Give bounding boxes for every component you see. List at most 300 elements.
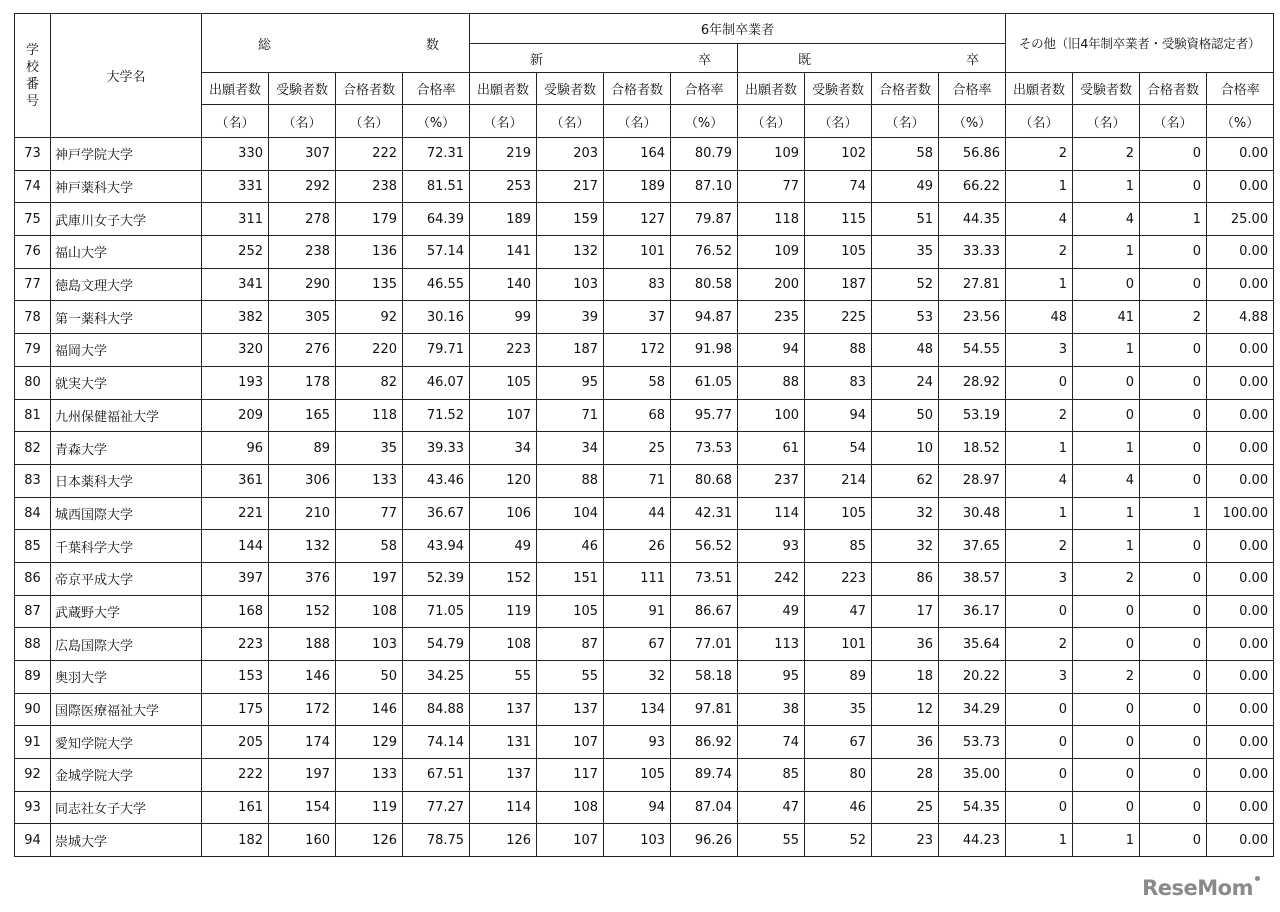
value-cell: 76.52 (671, 236, 738, 269)
value-cell: 94 (738, 334, 805, 367)
value-cell: 4 (1006, 203, 1073, 236)
university-name-label: 大学名 (106, 70, 146, 85)
value-cell: 58.18 (671, 661, 738, 694)
header-total (202, 14, 470, 73)
value-cell: 86.67 (671, 595, 738, 628)
school-number-cell: 92 (15, 759, 51, 792)
value-cell: 4 (1073, 464, 1140, 497)
value-cell: 46 (805, 791, 872, 824)
value-cell: 80.68 (671, 464, 738, 497)
value-cell: 83 (604, 268, 671, 301)
value-cell: 1 (1073, 334, 1140, 367)
value-cell: 83 (805, 366, 872, 399)
value-cell: 101 (805, 628, 872, 661)
resemom-watermark-logo (1142, 876, 1260, 900)
value-cell: 0 (1006, 726, 1073, 759)
value-cell: 111 (604, 562, 671, 595)
value-cell: 0.00 (1207, 464, 1274, 497)
value-cell: 54.35 (939, 791, 1006, 824)
value-cell: 61 (738, 432, 805, 465)
value-cell: 89.74 (671, 759, 738, 792)
value-cell: 44.23 (939, 824, 1006, 857)
value-cell: 85 (805, 530, 872, 563)
value-cell: 221 (202, 497, 269, 530)
value-cell: 146 (336, 693, 403, 726)
value-cell: 200 (738, 268, 805, 301)
value-cell: 219 (470, 138, 537, 171)
column-unit: （名） (336, 105, 403, 138)
value-cell: 95 (537, 366, 604, 399)
value-cell: 164 (604, 138, 671, 171)
value-cell: 132 (269, 530, 336, 563)
value-cell: 120 (470, 464, 537, 497)
value-cell: 37 (604, 301, 671, 334)
table-row (15, 530, 1274, 563)
table-body (15, 138, 1274, 857)
value-cell: 0 (1073, 268, 1140, 301)
university-name-cell: 福山大学 (51, 236, 202, 269)
value-cell: 114 (738, 497, 805, 530)
university-name-cell: 徳島文理大学 (51, 268, 202, 301)
value-cell: 35.64 (939, 628, 1006, 661)
value-cell: 305 (269, 301, 336, 334)
value-cell: 238 (269, 236, 336, 269)
value-cell: 331 (202, 170, 269, 203)
value-cell: 0.00 (1207, 661, 1274, 694)
table-row (15, 562, 1274, 595)
value-cell: 188 (269, 628, 336, 661)
value-cell: 154 (269, 791, 336, 824)
value-cell: 51 (872, 203, 939, 236)
column-header: 合格者数 (604, 73, 671, 105)
value-cell: 93 (604, 726, 671, 759)
total-label-2: 数 (426, 37, 440, 53)
column-unit: （名） (604, 105, 671, 138)
value-cell: 108 (336, 595, 403, 628)
value-cell: 0.00 (1207, 432, 1274, 465)
school-number-cell: 85 (15, 530, 51, 563)
value-cell: 214 (805, 464, 872, 497)
value-cell: 25 (872, 791, 939, 824)
value-cell: 205 (202, 726, 269, 759)
value-cell: 24 (872, 366, 939, 399)
value-cell: 0 (1073, 366, 1140, 399)
value-cell: 0.00 (1207, 268, 1274, 301)
value-cell: 118 (336, 399, 403, 432)
value-cell: 35 (872, 236, 939, 269)
value-cell: 1 (1073, 170, 1140, 203)
value-cell: 0 (1140, 595, 1207, 628)
column-header: 合格率 (1207, 73, 1274, 105)
value-cell: 175 (202, 693, 269, 726)
value-cell: 80.58 (671, 268, 738, 301)
value-cell: 52.39 (403, 562, 470, 595)
value-cell: 58 (336, 530, 403, 563)
value-cell: 0.00 (1207, 236, 1274, 269)
university-name-cell: 奥羽大学 (51, 661, 202, 694)
table-row (15, 399, 1274, 432)
value-cell: 55 (537, 661, 604, 694)
column-header: 受験者数 (1073, 73, 1140, 105)
value-cell: 117 (537, 759, 604, 792)
value-cell: 189 (604, 170, 671, 203)
column-unit: （%） (1207, 105, 1274, 138)
value-cell: 0 (1073, 759, 1140, 792)
value-cell: 100.00 (1207, 497, 1274, 530)
value-cell: 0 (1006, 759, 1073, 792)
university-name-cell: 金城学院大学 (51, 759, 202, 792)
value-cell: 17 (872, 595, 939, 628)
value-cell: 94 (604, 791, 671, 824)
value-cell: 82 (336, 366, 403, 399)
value-cell: 46 (537, 530, 604, 563)
value-cell: 0 (1140, 824, 1207, 857)
value-cell: 165 (269, 399, 336, 432)
header-other (1006, 14, 1274, 73)
value-cell: 133 (336, 759, 403, 792)
prev-grad-label-2: 卒 (966, 52, 980, 68)
school-number-cell: 87 (15, 595, 51, 628)
value-cell: 2 (1006, 138, 1073, 171)
value-cell: 55 (470, 661, 537, 694)
header-prev-grad (738, 44, 1006, 73)
new-grad-label-1: 新 (530, 52, 544, 68)
value-cell: 28 (872, 759, 939, 792)
value-cell: 49 (872, 170, 939, 203)
column-header: 合格率 (671, 73, 738, 105)
value-cell: 91 (604, 595, 671, 628)
value-cell: 252 (202, 236, 269, 269)
total-label-1: 総 (258, 37, 272, 53)
column-header: 合格率 (403, 73, 470, 105)
value-cell: 87 (537, 628, 604, 661)
value-cell: 1 (1140, 203, 1207, 236)
value-cell: 129 (336, 726, 403, 759)
value-cell: 36.67 (403, 497, 470, 530)
university-name-cell: 神戸学院大学 (51, 138, 202, 171)
university-name-cell: 城西国際大学 (51, 497, 202, 530)
value-cell: 18.52 (939, 432, 1006, 465)
value-cell: 23 (872, 824, 939, 857)
value-cell: 109 (738, 138, 805, 171)
value-cell: 4 (1006, 464, 1073, 497)
value-cell: 47 (805, 595, 872, 628)
value-cell: 48 (872, 334, 939, 367)
value-cell: 153 (202, 661, 269, 694)
value-cell: 376 (269, 562, 336, 595)
value-cell: 100 (738, 399, 805, 432)
value-cell: 127 (604, 203, 671, 236)
value-cell: 49 (738, 595, 805, 628)
value-cell: 115 (805, 203, 872, 236)
value-cell: 136 (336, 236, 403, 269)
value-cell: 1 (1006, 824, 1073, 857)
value-cell: 361 (202, 464, 269, 497)
column-unit: （名） (202, 105, 269, 138)
value-cell: 107 (537, 824, 604, 857)
value-cell: 42.31 (671, 497, 738, 530)
column-unit: （名） (738, 105, 805, 138)
value-cell: 3 (1006, 562, 1073, 595)
value-cell: 1 (1073, 530, 1140, 563)
table-row (15, 170, 1274, 203)
value-cell: 2 (1073, 138, 1140, 171)
value-cell: 66.22 (939, 170, 1006, 203)
table-row (15, 661, 1274, 694)
value-cell: 0.00 (1207, 759, 1274, 792)
value-cell: 161 (202, 791, 269, 824)
value-cell: 341 (202, 268, 269, 301)
value-cell: 30.16 (403, 301, 470, 334)
university-name-cell: 武庫川女子大学 (51, 203, 202, 236)
value-cell: 2 (1073, 562, 1140, 595)
table-row (15, 268, 1274, 301)
value-cell: 0.00 (1207, 366, 1274, 399)
value-cell: 43.94 (403, 530, 470, 563)
value-cell: 89 (269, 432, 336, 465)
value-cell: 210 (269, 497, 336, 530)
value-cell: 71 (604, 464, 671, 497)
value-cell: 67 (604, 628, 671, 661)
university-name-cell: 帝京平成大学 (51, 562, 202, 595)
value-cell: 397 (202, 562, 269, 595)
value-cell: 0 (1140, 432, 1207, 465)
value-cell: 23.56 (939, 301, 1006, 334)
column-header: 受験者数 (269, 73, 336, 105)
school-number-cell: 82 (15, 432, 51, 465)
value-cell: 46.07 (403, 366, 470, 399)
value-cell: 311 (202, 203, 269, 236)
other-label: その他（旧4年制卒業者・受験資格認定者） (1018, 36, 1261, 51)
value-cell: 107 (537, 726, 604, 759)
value-cell: 126 (470, 824, 537, 857)
value-cell: 222 (336, 138, 403, 171)
value-cell: 74 (805, 170, 872, 203)
value-cell: 225 (805, 301, 872, 334)
value-cell: 34.29 (939, 693, 1006, 726)
university-name-cell: 広島国際大学 (51, 628, 202, 661)
column-header: 合格者数 (1140, 73, 1207, 105)
column-unit: （名） (1006, 105, 1073, 138)
school-no-label: 学校番号 (25, 42, 39, 109)
value-cell: 108 (470, 628, 537, 661)
value-cell: 0 (1073, 595, 1140, 628)
value-cell: 71 (537, 399, 604, 432)
value-cell: 132 (537, 236, 604, 269)
value-cell: 54.55 (939, 334, 1006, 367)
value-cell: 223 (805, 562, 872, 595)
value-cell: 0 (1006, 366, 1073, 399)
header-six-year (470, 14, 1006, 44)
university-name-cell: 千葉科学大学 (51, 530, 202, 563)
university-name-cell: 愛知学院大学 (51, 726, 202, 759)
value-cell: 62 (872, 464, 939, 497)
column-unit: （名） (269, 105, 336, 138)
table-row (15, 824, 1274, 857)
value-cell: 0 (1140, 726, 1207, 759)
value-cell: 172 (604, 334, 671, 367)
column-header: 受験者数 (537, 73, 604, 105)
value-cell: 54 (805, 432, 872, 465)
value-cell: 105 (604, 759, 671, 792)
value-cell: 0.00 (1207, 628, 1274, 661)
value-cell: 144 (202, 530, 269, 563)
value-cell: 0 (1140, 661, 1207, 694)
value-cell: 47 (738, 791, 805, 824)
school-number-cell: 77 (15, 268, 51, 301)
value-cell: 0 (1140, 562, 1207, 595)
value-cell: 84.88 (403, 693, 470, 726)
value-cell: 44.35 (939, 203, 1006, 236)
value-cell: 0.00 (1207, 399, 1274, 432)
value-cell: 235 (738, 301, 805, 334)
value-cell: 160 (269, 824, 336, 857)
value-cell: 39.33 (403, 432, 470, 465)
value-cell: 58 (872, 138, 939, 171)
value-cell: 106 (470, 497, 537, 530)
value-cell: 86.92 (671, 726, 738, 759)
header-school-no (15, 14, 51, 138)
value-cell: 179 (336, 203, 403, 236)
value-cell: 73.51 (671, 562, 738, 595)
value-cell: 2 (1006, 399, 1073, 432)
school-number-cell: 93 (15, 791, 51, 824)
value-cell: 209 (202, 399, 269, 432)
value-cell: 131 (470, 726, 537, 759)
value-cell: 276 (269, 334, 336, 367)
value-cell: 99 (470, 301, 537, 334)
value-cell: 223 (470, 334, 537, 367)
value-cell: 3 (1006, 661, 1073, 694)
table-header (15, 14, 1274, 138)
value-cell: 105 (470, 366, 537, 399)
school-number-cell: 73 (15, 138, 51, 171)
column-units-row (15, 105, 1274, 138)
value-cell: 0 (1140, 366, 1207, 399)
value-cell: 81.51 (403, 170, 470, 203)
column-header: 合格者数 (336, 73, 403, 105)
value-cell: 105 (805, 497, 872, 530)
value-cell: 320 (202, 334, 269, 367)
value-cell: 86 (872, 562, 939, 595)
value-cell: 105 (537, 595, 604, 628)
table-row (15, 301, 1274, 334)
value-cell: 12 (872, 693, 939, 726)
value-cell: 0 (1140, 399, 1207, 432)
value-cell: 0.00 (1207, 824, 1274, 857)
school-number-cell: 90 (15, 693, 51, 726)
table-row (15, 726, 1274, 759)
value-cell: 71.05 (403, 595, 470, 628)
value-cell: 37.65 (939, 530, 1006, 563)
value-cell: 105 (805, 236, 872, 269)
column-header: 合格者数 (872, 73, 939, 105)
table-row (15, 464, 1274, 497)
column-unit: （名） (805, 105, 872, 138)
value-cell: 307 (269, 138, 336, 171)
value-cell: 187 (537, 334, 604, 367)
value-cell: 223 (202, 628, 269, 661)
table-row (15, 595, 1274, 628)
value-cell: 4.88 (1207, 301, 1274, 334)
value-cell: 35.00 (939, 759, 1006, 792)
school-number-cell: 76 (15, 236, 51, 269)
university-name-cell: 神戸薬科大学 (51, 170, 202, 203)
value-cell: 77 (738, 170, 805, 203)
value-cell: 101 (604, 236, 671, 269)
value-cell: 27.81 (939, 268, 1006, 301)
value-cell: 0.00 (1207, 791, 1274, 824)
value-cell: 94 (805, 399, 872, 432)
value-cell: 168 (202, 595, 269, 628)
column-unit: （名） (537, 105, 604, 138)
value-cell: 91.98 (671, 334, 738, 367)
value-cell: 0 (1140, 628, 1207, 661)
exam-results-table (14, 13, 1274, 857)
value-cell: 1 (1006, 170, 1073, 203)
value-cell: 0.00 (1207, 530, 1274, 563)
value-cell: 238 (336, 170, 403, 203)
value-cell: 38.57 (939, 562, 1006, 595)
value-cell: 152 (470, 562, 537, 595)
value-cell: 1 (1140, 497, 1207, 530)
school-number-cell: 91 (15, 726, 51, 759)
value-cell: 141 (470, 236, 537, 269)
value-cell: 35 (805, 693, 872, 726)
school-number-cell: 75 (15, 203, 51, 236)
university-name-cell: 第一薬科大学 (51, 301, 202, 334)
value-cell: 18 (872, 661, 939, 694)
value-cell: 174 (269, 726, 336, 759)
value-cell: 146 (269, 661, 336, 694)
value-cell: 140 (470, 268, 537, 301)
value-cell: 330 (202, 138, 269, 171)
value-cell: 1 (1006, 432, 1073, 465)
value-cell: 197 (336, 562, 403, 595)
value-cell: 253 (470, 170, 537, 203)
value-cell: 49 (470, 530, 537, 563)
value-cell: 85 (738, 759, 805, 792)
value-cell: 50 (872, 399, 939, 432)
column-header: 出願者数 (738, 73, 805, 105)
value-cell: 88 (805, 334, 872, 367)
value-cell: 0 (1140, 236, 1207, 269)
value-cell: 0 (1140, 530, 1207, 563)
value-cell: 152 (269, 595, 336, 628)
value-cell: 119 (470, 595, 537, 628)
value-cell: 88 (537, 464, 604, 497)
value-cell: 1 (1073, 432, 1140, 465)
value-cell: 77.01 (671, 628, 738, 661)
value-cell: 2 (1006, 530, 1073, 563)
column-header: 受験者数 (805, 73, 872, 105)
value-cell: 35 (336, 432, 403, 465)
value-cell: 72.31 (403, 138, 470, 171)
value-cell: 94.87 (671, 301, 738, 334)
value-cell: 96.26 (671, 824, 738, 857)
table-row (15, 693, 1274, 726)
university-name-cell: 同志社女子大学 (51, 791, 202, 824)
logo-dot-icon (1255, 876, 1260, 881)
value-cell: 36 (872, 726, 939, 759)
column-unit: （%） (403, 105, 470, 138)
column-header: 出願者数 (1006, 73, 1073, 105)
value-cell: 1 (1006, 268, 1073, 301)
value-cell: 95 (738, 661, 805, 694)
value-cell: 114 (470, 791, 537, 824)
header-new-grad (470, 44, 738, 73)
school-number-cell: 78 (15, 301, 51, 334)
